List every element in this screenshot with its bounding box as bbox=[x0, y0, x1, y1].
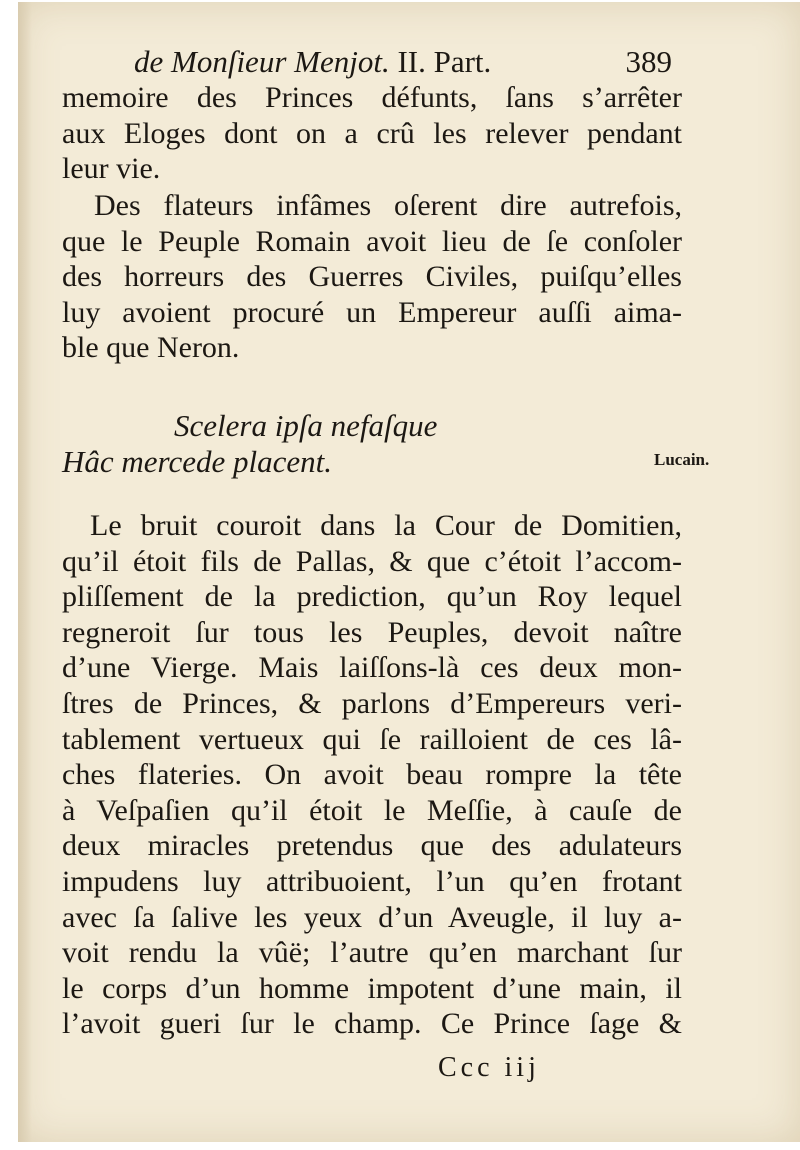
text-line: ſtres de Princes, & parlons d’Empereurs veri- bbox=[62, 686, 682, 720]
running-head: de Monſieur Menjot. II. Part. bbox=[134, 44, 492, 79]
text-line: memoire des Princes défunts, ſans s’arrêter bbox=[62, 81, 682, 114]
text-line: l’avoit gueri ſur le champ. Ce Prince ſage & bbox=[62, 1007, 682, 1041]
part-label: II. Part. bbox=[397, 44, 492, 79]
text-line: deux miracles pretendus que des adulateurs bbox=[62, 829, 682, 863]
text-line: des horreurs des Guerres Civiles, puiſqu’elles bbox=[62, 260, 682, 293]
text-line: que le Peuple Romain avoit lieu de ſe conſoler bbox=[62, 224, 682, 258]
text-line: le corps d’un homme impotent d’une main, il bbox=[62, 971, 682, 1005]
paragraph-domitian bbox=[62, 508, 682, 1042]
paragraph-flatterers bbox=[62, 188, 682, 366]
signature-mark: Ccc iij bbox=[438, 1052, 540, 1083]
latin-quotation bbox=[62, 408, 437, 480]
text-line: d’une Vierge. Mais laiſſons-là ces deux mon- bbox=[62, 651, 682, 685]
margin-citation: Lucain. bbox=[654, 450, 710, 469]
text-line: pliſſement de la prediction, qu’un Roy lequel bbox=[62, 580, 682, 614]
text-line: qu’il étoit fils de Pallas, & que c’étoit l’accom- bbox=[62, 544, 682, 578]
text-line: à Veſpaſien qu’il étoit le Meſſie, à cauſe de bbox=[62, 793, 682, 827]
verse-line: Hâc mercede placent. bbox=[62, 444, 332, 479]
text-line: luy avoient procuré un Empereur auſſi aima- bbox=[62, 295, 682, 329]
text-line: leur vie. bbox=[62, 152, 161, 185]
text-line: tablement vertueux qui ſe railloient de ces lâ- bbox=[62, 722, 682, 756]
text-line: ble que Neron. bbox=[62, 331, 240, 364]
text-line: regneroit ſur tous les Peuples, devoit naître bbox=[62, 615, 682, 649]
page-number: 389 bbox=[625, 44, 672, 79]
text-line: aux Eloges dont on a crû les relever pendant bbox=[62, 116, 682, 150]
text-line: ches flateries. On avoit beau rompre la tête bbox=[62, 758, 682, 792]
text-line: impudens luy attribuoient, l’un qu’en frotant bbox=[62, 864, 682, 898]
verse-line: Scelera ipſa nefaſque bbox=[174, 408, 438, 443]
paragraph-continued bbox=[62, 80, 682, 187]
page-gutter-shadow bbox=[18, 2, 32, 1142]
text-line: Le bruit couroit dans la Cour de Domitien, bbox=[90, 509, 682, 542]
text-line: avec ſa ſalive les yeux d’un Aveugle, il luy a- bbox=[62, 900, 682, 934]
text-line: Des flateurs infâmes oſerent dire autrefois, bbox=[94, 189, 682, 222]
text-line: voit rendu la vûë; l’autre qu’en marchant ſur bbox=[62, 936, 682, 970]
